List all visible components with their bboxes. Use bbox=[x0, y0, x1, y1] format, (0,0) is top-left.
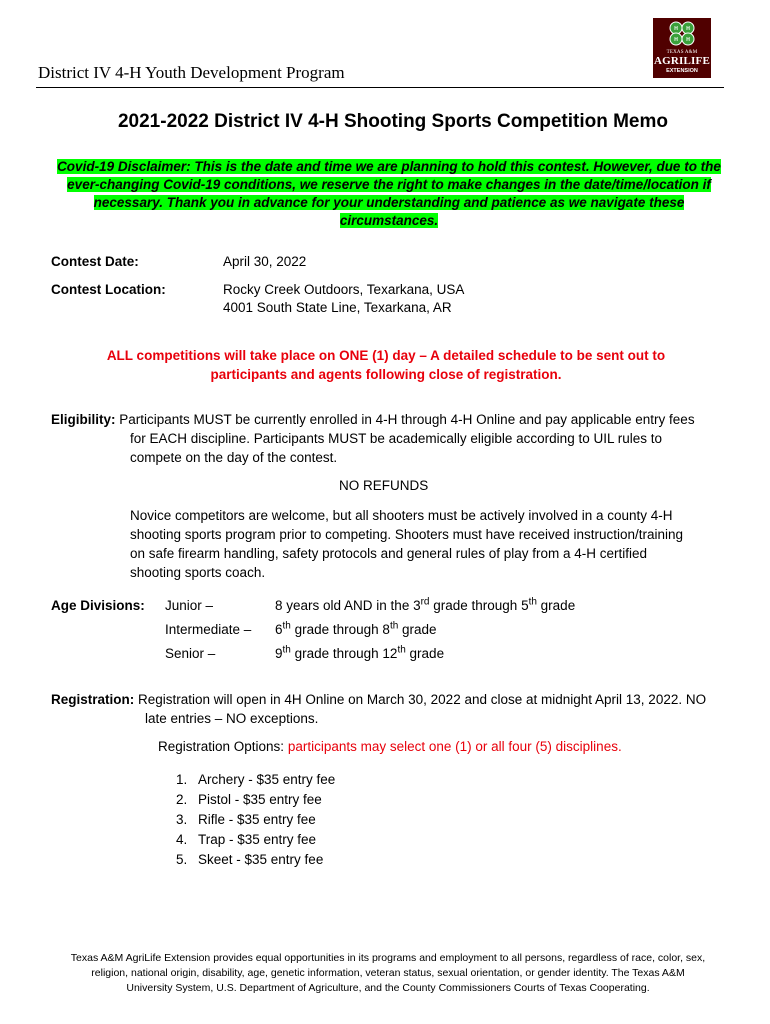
age-divisions-label: Age Divisions: bbox=[51, 598, 145, 613]
list-item bbox=[176, 830, 335, 850]
registration-label: Registration: bbox=[51, 692, 135, 707]
logo-line-1: TEXAS A&M bbox=[666, 50, 698, 55]
eligibility-label: Eligibility: bbox=[51, 412, 116, 427]
senior-part-c: grade bbox=[405, 646, 445, 661]
disclaimer-line-2: ever-changing Covid-19 conditions, we reserve the right to make changes in the date/time/location if bbox=[67, 177, 711, 192]
list-item bbox=[176, 810, 335, 830]
svg-text:H: H bbox=[674, 26, 678, 32]
list-item bbox=[176, 850, 335, 870]
contest-date-value: April 30, 2022 bbox=[223, 254, 307, 269]
junior-sup-1: rd bbox=[420, 596, 430, 608]
svg-text:H: H bbox=[674, 37, 678, 43]
discipline-list bbox=[176, 770, 335, 870]
division-senior-name: Senior – bbox=[165, 646, 216, 661]
junior-part-c: grade bbox=[536, 598, 576, 613]
logo-line-3: EXTENSION bbox=[666, 68, 698, 74]
covid-disclaimer bbox=[36, 158, 742, 230]
registration-line-2: late entries – NO exceptions. bbox=[145, 711, 319, 726]
list-number: 1. bbox=[176, 772, 188, 787]
junior-sup-2: th bbox=[528, 596, 537, 608]
schedule-note-line-2: participants and agents following close of registration. bbox=[210, 367, 562, 382]
contest-location-line-2: 4001 South State Line, Texarkana, AR bbox=[223, 300, 452, 315]
novice-line-2: shooting sports program prior to competing. Shooters must have received instruction/training bbox=[130, 527, 684, 542]
senior-sup-2: th bbox=[397, 644, 406, 656]
intermediate-part-c: grade bbox=[398, 622, 437, 637]
intermediate-sup-2: th bbox=[389, 620, 399, 632]
logo-line-2: AGRILIFE bbox=[654, 55, 710, 67]
division-intermediate-detail bbox=[275, 622, 437, 637]
header-divider bbox=[36, 87, 724, 88]
division-junior-name: Junior – bbox=[165, 598, 214, 613]
registration-line-1: Registration will open in 4H Online on March 30, 2022 and close at midnight April 13, 2022. NO bbox=[134, 692, 707, 707]
discipline-skeet: Skeet - $35 entry fee bbox=[198, 852, 324, 867]
discipline-rifle: Rifle - $35 entry fee bbox=[198, 812, 316, 827]
division-intermediate-name: Intermediate – bbox=[165, 622, 252, 637]
list-number: 5. bbox=[176, 852, 188, 867]
division-junior-detail bbox=[275, 598, 575, 613]
list-number: 4. bbox=[176, 832, 188, 847]
agrilife-logo bbox=[653, 18, 711, 78]
registration-section bbox=[51, 690, 741, 728]
eligibility-line-2: for EACH discipline. Participants MUST be academically eligible according to UIL rules to bbox=[130, 431, 662, 446]
svg-text:H: H bbox=[686, 26, 690, 32]
footer-line-2: religion, national origin, disability, age, genetic information, veteran status, sexual orientation, or gender identity. The Texas A&M bbox=[91, 967, 685, 979]
novice-line-1: Novice competitors are welcome, but all shooters must be actively involved in a county 4-H bbox=[130, 508, 673, 523]
no-refunds: NO REFUNDS bbox=[339, 478, 429, 493]
registration-options-label: Registration Options: bbox=[158, 739, 288, 754]
intermediate-part-a: 6 bbox=[275, 622, 283, 637]
novice-line-3: on safe firearm handling, safety protocols and general rules of play from a 4-H certified bbox=[130, 546, 648, 561]
disclaimer-line-1: Covid-19 Disclaimer: This is the date and time we are planning to hold this contest. However, due to the bbox=[57, 159, 721, 174]
svg-text:H: H bbox=[686, 37, 690, 43]
footer-line-3: University System, U.S. Department of Agriculture, and the County Commissioners Courts of Texas Cooperating. bbox=[126, 982, 650, 994]
contest-date-label: Contest Date: bbox=[51, 254, 139, 269]
four-leaf-clover-icon bbox=[666, 20, 698, 50]
discipline-trap: Trap - $35 entry fee bbox=[198, 832, 317, 847]
novice-paragraph bbox=[130, 506, 730, 582]
disclaimer-line-3: necessary. Thank you in advance for your understanding and patience as we navigate these bbox=[93, 195, 685, 210]
list-number: 2. bbox=[176, 792, 188, 807]
schedule-note-line-1: ALL competitions will take place on ONE (1) day – A detailed schedule to be sent out to bbox=[106, 348, 666, 363]
junior-part-a: 8 years old AND in the 3 bbox=[275, 598, 421, 613]
program-header: District IV 4-H Youth Development Program bbox=[38, 63, 345, 82]
contest-location-line-1: Rocky Creek Outdoors, Texarkana, USA bbox=[223, 282, 465, 297]
disclaimer-line-4: circumstances. bbox=[339, 213, 439, 228]
senior-part-a: 9 bbox=[275, 646, 283, 661]
equal-opportunity-footer bbox=[36, 951, 740, 996]
list-number: 3. bbox=[176, 812, 188, 827]
novice-line-4: shooting sports coach. bbox=[130, 565, 266, 580]
list-item bbox=[176, 790, 335, 810]
junior-part-b: grade through 5 bbox=[429, 598, 529, 613]
contest-location-label: Contest Location: bbox=[51, 282, 166, 297]
discipline-archery: Archery - $35 entry fee bbox=[198, 772, 336, 787]
division-senior-detail bbox=[275, 646, 444, 661]
eligibility-section bbox=[51, 410, 741, 467]
intermediate-part-b: grade through 8 bbox=[290, 622, 390, 637]
eligibility-line-3: compete on the day of the contest. bbox=[130, 450, 338, 465]
intermediate-sup-1: th bbox=[282, 620, 291, 632]
footer-line-1: Texas A&M AgriLife Extension provides equal opportunities in its programs and employment to all persons, regardless of race, color, sex, bbox=[70, 952, 706, 964]
discipline-pistol: Pistol - $35 entry fee bbox=[198, 792, 322, 807]
senior-part-b: grade through 12 bbox=[290, 646, 398, 661]
memo-title: 2021-2022 District IV 4-H Shooting Sports Competition Memo bbox=[117, 111, 669, 132]
registration-options-note: participants may select one (1) or all four (5) disciplines. bbox=[287, 739, 622, 754]
schedule-note bbox=[36, 346, 736, 384]
registration-options bbox=[158, 739, 622, 754]
eligibility-line-1: Participants MUST be currently enrolled in 4-H through 4-H Online and pay applicable entry fees bbox=[115, 412, 695, 427]
list-item bbox=[176, 770, 335, 790]
senior-sup-1: th bbox=[282, 644, 291, 656]
